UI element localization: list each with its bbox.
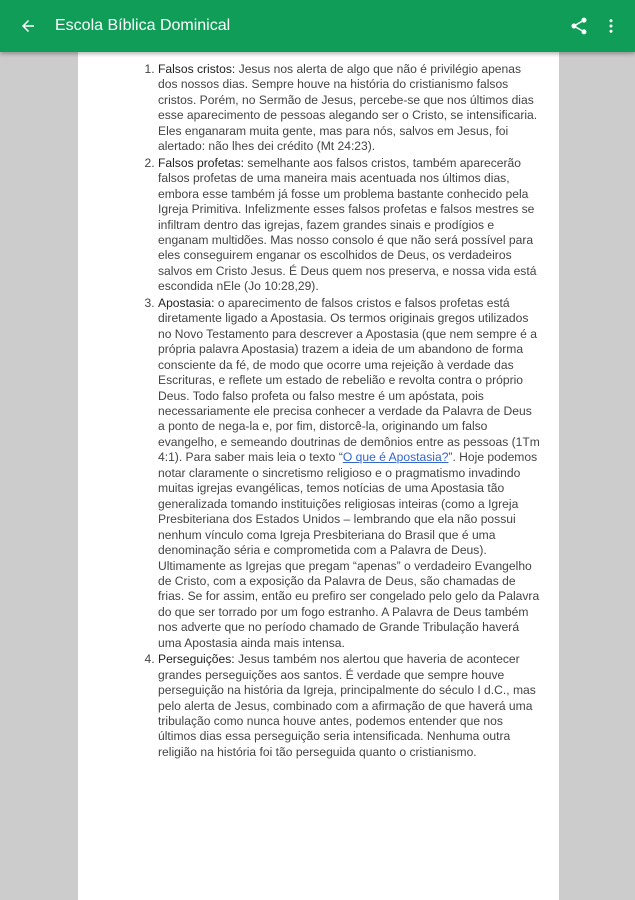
article-page[interactable] — [78, 52, 559, 900]
list-item-text: ”. Hoje podemos notar claramente o sincretismo religioso e o pragmatismo invadindo muitas igrejas evangélicas, temos notícias de uma Apostasia tão generalizada tomando instituições religiosas inteiras (como a Igreja Presbiteriana dos Estados Unidos – lembrando que ela não possui nenhum vínculo coma Igreja Presbiteriana do Brasil que é uma denominação séria e comprometida com a Palavra de Deus). Ultimamente as Igrejas que pregam “apenas” o verdadeiro Evangelho de Cristo, com a exposição da Palavra de Deus, são chamadas de frias. Se for assim, então eu prefiro ser congelado pelo gelo da Palavra do que ser torrado por um fogo estranho. A Palavra de Deus também nos adverte que no período chamado de Grande Tribulação haverá uma Apostasia ainda mais intensa. — [158, 450, 540, 650]
list-item-term: Perseguições: — [158, 652, 235, 667]
back-button[interactable] — [14, 12, 42, 40]
apostasia-link[interactable]: O que é Apostasia? — [342, 450, 449, 465]
list-item-text: o aparecimento de falsos cristos e falsos profetas está diretamente ligado a Apostasia. Os termos originais gregos utilizados no Novo Testamento para descrever a Apostasia (que nem sempre é a própria palavra Apostasia) trazem a ideia de um abandono de forma consciente da fé, de modo que ocorre uma rejeição à verdade das Escrituras, e reflete um estado de rebelião e revolta contra o próprio Deus. Todo falso profeta ou falso mestre é um apóstata, pois necessariamente ele precisa conhecer a verdade da Palavra de Deus a ponto de nega-la e, por fim, distorcê-la, originando um falso evangelho, e semeando doutrinas de demônios entre as pessoas (1Tm 4:1). Para saber mais leia o texto “ — [158, 295, 540, 465]
share-button[interactable] — [566, 13, 592, 39]
app-bar — [0, 0, 635, 52]
list-item-text: Jesus também nos alertou que haveria de acontecer grandes perseguições aos santos. É verdade que sempre houve perseguição na história da Igreja, principalmente do século I d.C., mas pelo alerta de Jesus, combinado com a afirmação de que haverá uma tribulação como nunca houve antes, podemos entender que nos últimos dias essa perseguição seria intensificada. Nenhuma outra religião na história foi tão perseguida quanto o cristianismo. — [158, 652, 536, 759]
more-options-button[interactable] — [600, 13, 622, 39]
list-item — [158, 62, 541, 155]
more-vert-icon — [602, 17, 620, 35]
share-icon — [569, 16, 589, 36]
list-item-term: Falsos cristos: — [158, 62, 236, 76]
list-item — [158, 296, 541, 651]
arrow-back-icon — [19, 17, 37, 35]
list-item-term: Apostasia: — [158, 295, 215, 310]
list-item-term: Falsos profetas: — [158, 155, 245, 170]
app-title: Escola Bíblica Dominical — [55, 17, 231, 34]
topic-list — [78, 52, 559, 760]
list-item-text: Jesus nos alerta de algo que não é privilégio apenas dos nossos dias. Sempre houve na história do cristianismo falsos cristos. Porém, no Sermão de Jesus, percebe-se que nos últimos dias esse aparecimento de pessoas alegando ser o Cristo, se intensificaria. Eles enganaram muita gente, mas para nós, salvos em Jesus, foi alertado: não lhes dei crédito (Mt 24:23). — [158, 62, 538, 154]
list-item-text: semelhante aos falsos cristos, também aparecerão falsos profetas de uma maneira mais acentuada nos últimos dias, embora esse também já fosse um problema bastante conhecido pela Igreja Primitiva. Infelizmente esses falsos profetas e falsos mestres se infiltram dentro das igrejas, fazem grandes sinais e prodígios e enganam multidões. Mas nosso consolo é que não será possível para eles conseguirem enganar os escolhidos de Deus, os verdadeiros salvos em Cristo Jesus. É Deus quem nos preserva, e nossa vida está escondida nEle (Jo 10:28,29). — [158, 155, 537, 294]
list-item — [158, 652, 541, 760]
list-item — [158, 156, 541, 295]
